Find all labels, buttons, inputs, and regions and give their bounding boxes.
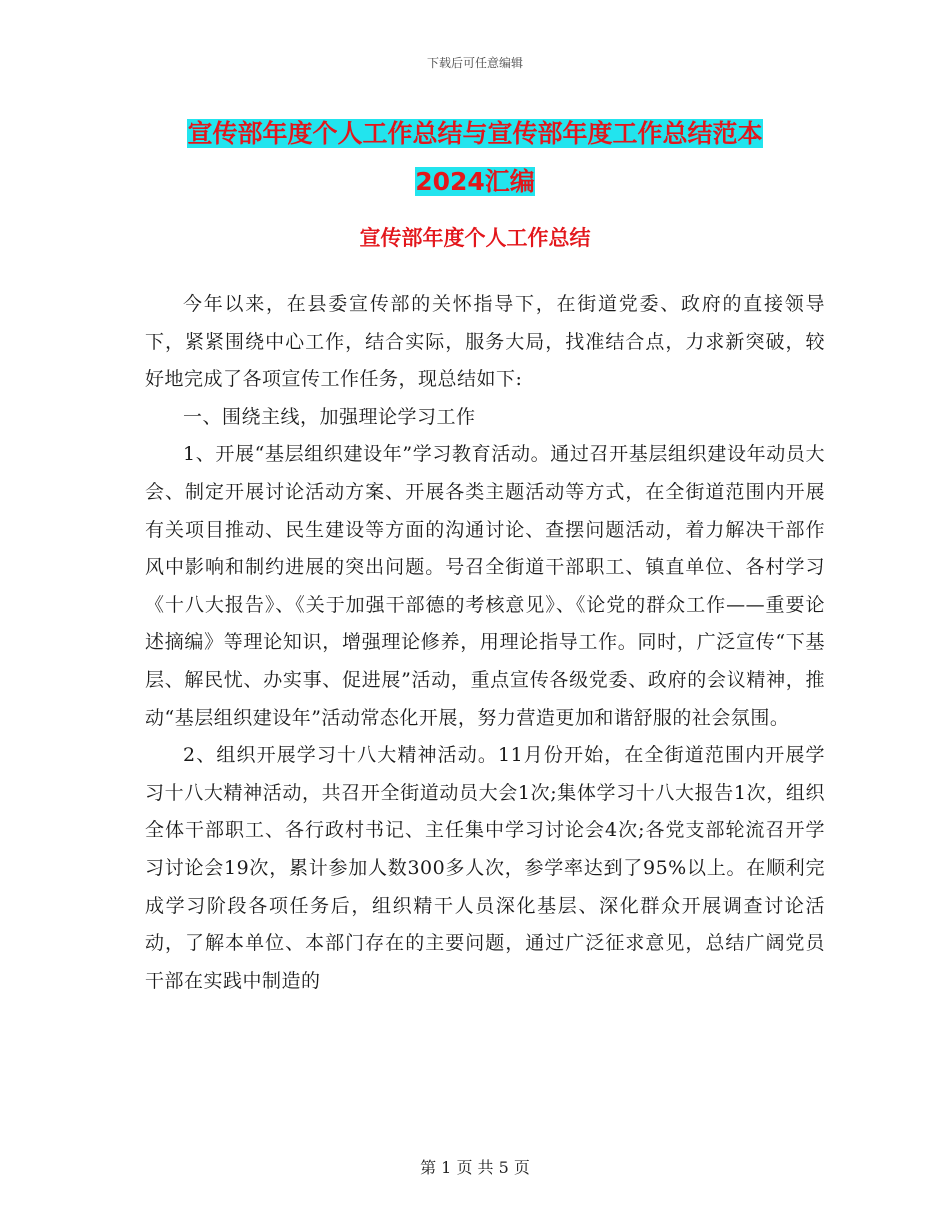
document-body (145, 286, 825, 1000)
title-line-2: 2024汇编 (415, 167, 535, 196)
paragraph-item-1: 1、开展“基层组织建设年”学习教育活动。通过召开基层组织建设年动员大会、制定开展讨论活动方案、开展各类主题活动等方式，在全街道范围内开展有关项目推动、民生建设等方面的沟通讨论、查摆问题活动，着力解决干部作风中影响和制约进展的突出问题。号召全街道干部职工、镇直单位、各村学习《十八大报告》、《关于加强干部德的考核意见》、《论党的群众工作——重要论述摘编》等理论知识，增强理论修养，用理论指导工作。同时，广泛宣传“下基层、解民忧、办实事、促进展”活动，重点宣传各级党委、政府的会议精神，推动“基层组织建设年”活动常态化开展，努力营造更加和谐舒服的社会氛围。 (145, 443, 825, 729)
paragraph-heading-1: 一、围绕主线，加强理论学习工作 (183, 405, 476, 428)
paragraph-intro: 今年以来，在县委宣传部的关怀指导下，在街道党委、政府的直接领导下，紧紧围绕中心工作，结合实际，服务大局，找准结合点，力求新突破，较好地完成了各项宣传工作任务，现总结如下: (145, 293, 825, 391)
paragraph-item-2: 2、组织开展学习十八大精神活动。11月份开始，在全街道范围内开展学习十八大精神活动，共召开全街道动员大会1次;集体学习十八大报告1次，组织全体干部职工、各行政村书记、主任集中学习讨论会4次;各党支部轮流召开学习讨论会19次，累计参加人数300多人次，参学率达到了95%以上。在顺利完成学习阶段各项任务后，组织精干人员深化基层、深化群众开展调查讨论活动，了解本单位、本部门存在的主要问题，通过广泛征求意见，总结广阔党员干部在实践中制造的 (145, 744, 825, 992)
document-title (140, 110, 810, 206)
title-line-1: 宣传部年度个人工作总结与宣传部年度工作总结范本 (187, 119, 763, 148)
page-number-footer: 第 1 页 共 5 页 (420, 1158, 530, 1177)
section-heading: 宣传部年度个人工作总结 (359, 226, 591, 250)
page-header-note: 下载后可任意编辑 (426, 56, 523, 70)
